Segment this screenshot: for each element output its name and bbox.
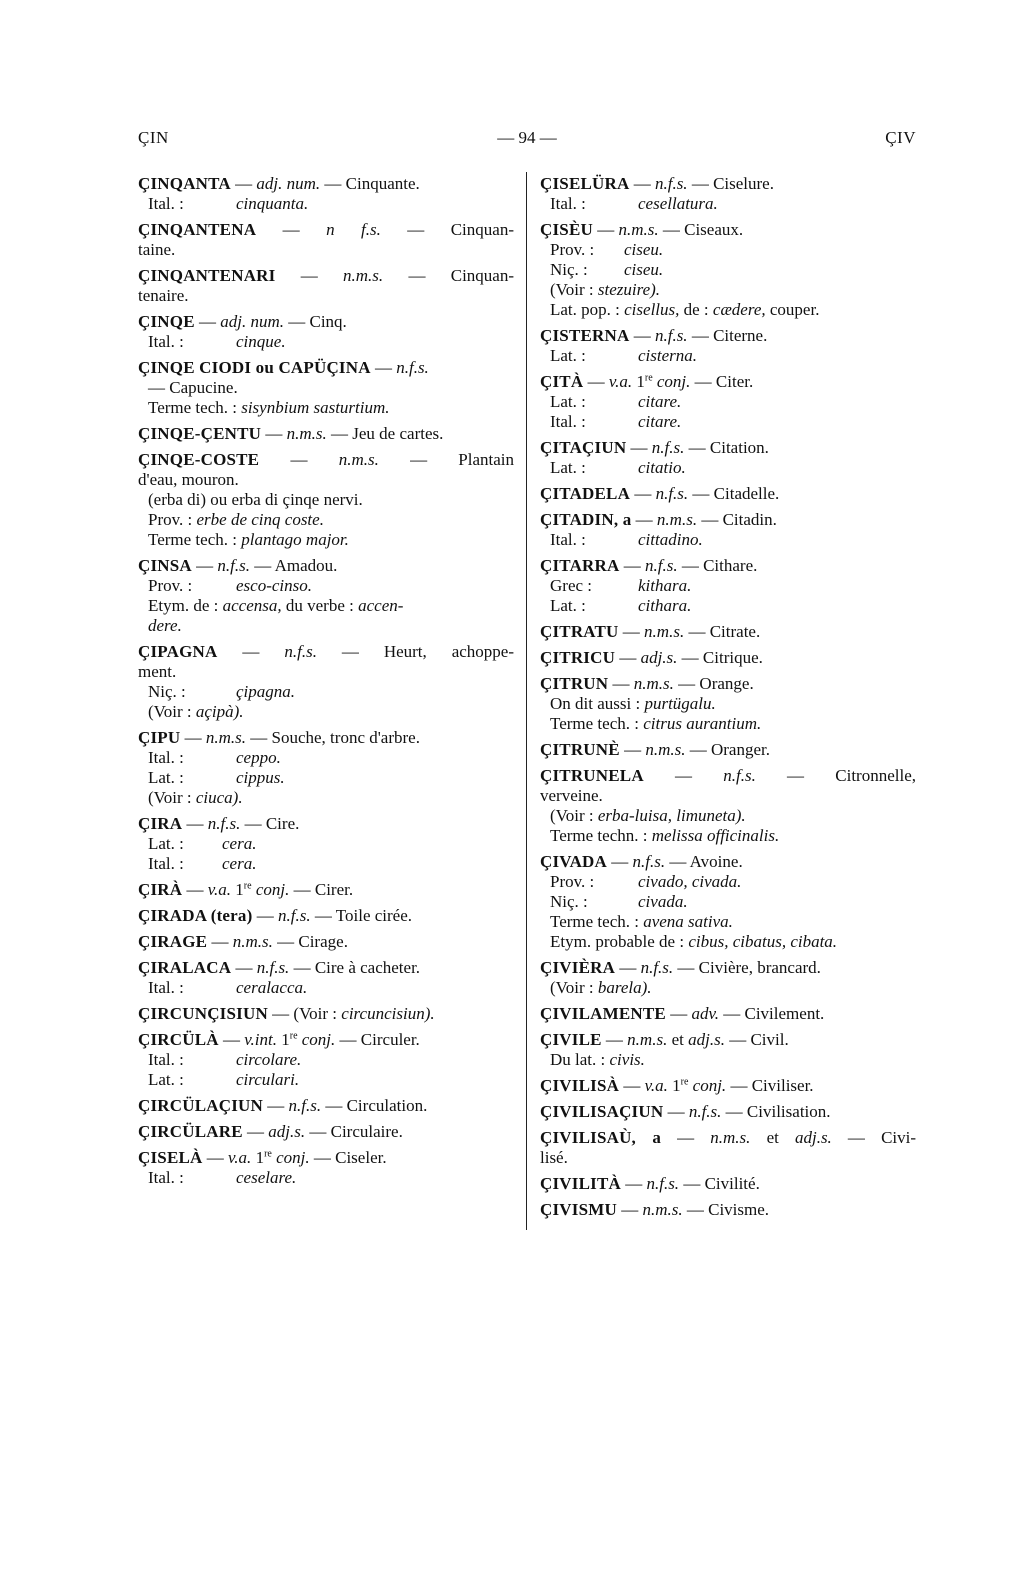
dictionary-entry: ÇINQE-COSTE — n.m.s. — Plantain d'eau, mouron. (erba di) ou erba di çinqe nervi. Prov. : erbe de cinq coste. Terme tech. : plantago major. (138, 450, 515, 549)
etym-value: erbe de cinq coste. (196, 510, 324, 529)
page-header (138, 128, 916, 156)
term-label: Terme tech. : (148, 530, 237, 549)
dictionary-entry: ÇIPU — n.m.s. — Souche, tronc d'arbre. Ital. : ceppo. Lat. : cippus. (Voir : ciuca). (138, 728, 420, 807)
etym-label: Ital. : (550, 412, 586, 431)
dictionary-entry: ÇINQANTA — adj. num. — Cinquante. Ital. : cinquanta. (138, 174, 420, 213)
headword: ÇIPAGNA (138, 642, 218, 661)
headword: ÇIRADA (tera) (138, 906, 253, 925)
etym-label: du verbe : (285, 596, 354, 615)
dictionary-entry: ÇITAÇIUN — n.f.s. — Citation. Lat. : citatio. (540, 438, 769, 477)
etym-value: cera. (222, 854, 257, 873)
etym-gloss: couper. (769, 300, 820, 319)
see-value: circuncisiun). (341, 1004, 435, 1023)
dictionary-entry: ÇINQE CIODI ou CAPÜÇINA — n.f.s. — Capucine. Terme tech. : sisynbium sasturtium. (138, 358, 514, 418)
headword: ÇINQANTA (138, 174, 231, 193)
etym-label: Ital. : (550, 530, 586, 549)
headword: ÇITRICU (540, 648, 616, 667)
conjugation-number: 1 (235, 880, 244, 899)
part-of-speech: n.m.s. (645, 740, 686, 759)
headword: ÇINQE CIODI ou CAPÜÇINA (138, 358, 371, 377)
part-of-speech: n.f.s. (655, 484, 689, 503)
part-of-speech: adv. (691, 1004, 719, 1023)
definition: Cinquan- (450, 220, 514, 239)
part-of-speech: n.m.s. (644, 622, 685, 641)
column-divider (526, 172, 527, 1230)
see-label: (Voir : (148, 702, 192, 721)
dictionary-entry: ÇITRATU — n.m.s. — Citrate. (540, 622, 761, 641)
part-of-speech: n.m.s. (343, 266, 384, 285)
term-label: Terme techn. : (550, 826, 648, 845)
etym-continued: dere. (148, 616, 182, 635)
conjugation-label: conj. (301, 1030, 336, 1049)
etym-label: Prov. : (550, 240, 595, 259)
see-label: (Voir : (293, 1004, 338, 1023)
headword: ÇIRCUNÇISIUN (138, 1004, 268, 1023)
definition: — Capucine. (148, 378, 238, 397)
etym-label: Prov. : (550, 872, 595, 891)
definition: Cire à cacheter. (314, 958, 421, 977)
headword: ÇIRAGE (138, 932, 208, 951)
running-head-right: ÇIV (885, 128, 916, 147)
headword: ÇITÀ (540, 372, 584, 391)
definition: Civilement. (744, 1004, 825, 1023)
definition: Civisme. (708, 1200, 770, 1219)
part-of-speech: n.f.s. (207, 814, 241, 833)
term-label: Terme tech. : (550, 912, 639, 931)
etym-value: cisellus, (624, 300, 680, 319)
part-of-speech: n.m.s. (710, 1128, 751, 1147)
part-of-speech: n f.s. (326, 220, 381, 239)
part-of-speech: n.f.s. (288, 1096, 322, 1115)
etym-value: cinque. (236, 332, 286, 351)
headword: ÇITAÇIUN (540, 438, 627, 457)
headword: ÇISÈU (540, 220, 593, 239)
etym-label: de : (683, 300, 709, 319)
definition-continued: tenaire. (138, 286, 189, 305)
dictionary-entry: ÇIRA — n.f.s. — Cire. Lat. : cera. Ital. : cera. (138, 814, 300, 873)
part-of-speech: n.f.s. (651, 438, 685, 457)
etym-label: Ital. : (148, 332, 184, 351)
definition: Plantain (458, 450, 515, 469)
part-of-speech: adj.s. (688, 1030, 725, 1049)
part-of-speech: n.f.s. (640, 958, 674, 977)
etym-label: Etym. de : (148, 596, 219, 615)
dictionary-entry: ÇISELÀ — v.a. 1re conj. — Ciseler. Ital. : ceselare. (138, 1148, 387, 1187)
etym-value: citare. (638, 412, 682, 431)
conjunction: et (671, 1030, 684, 1049)
headword: ÇINQANTENA (138, 220, 257, 239)
etym-label: Etym. probable de : (550, 932, 685, 951)
see-value: ciuca). (195, 788, 243, 807)
definition: Jeu de cartes. (352, 424, 444, 443)
page-number: — 94 — (497, 128, 557, 147)
part-of-speech: n.m.s. (618, 220, 659, 239)
dictionary-entry: ÇISÈU — n.m.s. — Ciseaux. Prov. : ciseu. Niç. : ciseu. (Voir : stezuire). Lat. pop. : cisellus, de : cædere, couper. (540, 220, 820, 319)
dictionary-entry: ÇISELÜRA — n.f.s. — Ciselure. Ital. : cesellatura. (540, 174, 774, 213)
headword: ÇINQE (138, 312, 195, 331)
definition: Cirer. (314, 880, 354, 899)
headword: ÇISELÜRA (540, 174, 630, 193)
conjunction: et (766, 1128, 779, 1147)
right-column (540, 174, 916, 1226)
etym-label: Ital. : (148, 748, 184, 767)
conjugation-label: conj. (692, 1076, 727, 1095)
definition: Citation. (709, 438, 769, 457)
definition: Citer. (715, 372, 754, 391)
ordinal-suffix: re (243, 880, 252, 892)
alt-value: purtügalu. (644, 694, 716, 713)
see-label: (Voir : (550, 978, 594, 997)
headword: ÇIRA (138, 814, 183, 833)
headword: ÇITADIN, a (540, 510, 632, 529)
ordinal-suffix: re (264, 1148, 272, 1160)
dictionary-entry: ÇITÀ — v.a. 1re conj. — Citer. Lat. : citare. Ital. : citare. (540, 372, 754, 431)
part-of-speech: n.f.s. (632, 852, 666, 871)
part-of-speech: n.f.s. (646, 1174, 680, 1193)
conjugation-label: conj. (656, 372, 691, 391)
part-of-speech: n.f.s. (396, 358, 429, 377)
term-value: sisynbium sasturtium. (241, 398, 390, 417)
dictionary-entry: ÇINQE — adj. num. — Cinq. Ital. : cinque. (138, 312, 347, 351)
part-of-speech: n.m.s. (656, 510, 698, 529)
part-of-speech: n.m.s. (627, 1030, 668, 1049)
dictionary-entry: ÇITADIN, a — n.m.s. — Citadin. Ital. : cittadino. (540, 510, 777, 549)
etym-value: cithara. (638, 596, 692, 615)
part-of-speech: adj. num. (256, 174, 321, 193)
headword: ÇINQE-COSTE (138, 450, 260, 469)
definition: Ciseaux. (684, 220, 744, 239)
part-of-speech: n.f.s. (256, 958, 290, 977)
see-label: (Voir : (148, 788, 192, 807)
headword: ÇITRUNELA (540, 766, 644, 785)
definition: Circulaire. (330, 1122, 403, 1141)
conjugation-number: 1 (636, 372, 645, 391)
dictionary-entry: ÇIVILISAÙ, a — n.m.s. et adj.s. — Civi- lisé. (540, 1128, 917, 1167)
dictionary-entry: ÇIVADA — n.f.s. — Avoine. Prov. : civado, civada. Niç. : civada. Terme tech. : avena sativa. Etym. probable de : cibus, cibatus, cibata. (540, 852, 838, 951)
part-of-speech: n.f.s. (217, 556, 250, 575)
definition: Cinquante. (345, 174, 420, 193)
dictionary-entry: ÇINSA — n.f.s. — Amadou. Prov. : esco-cinso. Etym. de : accensa, du verbe : accen- dere. (138, 556, 514, 636)
definition: Avoine. (689, 852, 743, 871)
dictionary-entry: ÇIRCÜLARE — adj.s. — Circulaire. (138, 1122, 403, 1141)
conjugation-label: conj. (255, 880, 290, 899)
definition: Civilité. (704, 1174, 760, 1193)
definition-continued: ment. (138, 662, 177, 681)
term-value: plantago major. (241, 530, 349, 549)
part-of-speech: n.m.s. (205, 728, 247, 747)
definition: Circulation. (346, 1096, 428, 1115)
dictionary-entry: ÇITADELA — n.f.s. — Citadelle. (540, 484, 780, 503)
headword: ÇIVILISAÙ, a (540, 1128, 662, 1147)
term-value: citrus aurantium. (643, 714, 762, 733)
headword: ÇIVIÈRA (540, 958, 616, 977)
headword: ÇITRUN (540, 674, 609, 693)
etym-label: Lat. : (550, 346, 586, 365)
see-label: (Voir : (550, 280, 594, 299)
headword: ÇIVADA (540, 852, 608, 871)
dictionary-entry: ÇIVIÈRA — n.f.s. — Civière, brancard. (Voir : barela). (540, 958, 821, 997)
etym-value: cædere, (712, 300, 766, 319)
headword: ÇIRCÜLAÇIUN (138, 1096, 263, 1115)
see-value: stezuire). (597, 280, 661, 299)
definition: Citrique. (702, 648, 763, 667)
running-head-left: ÇIN (138, 128, 169, 147)
etym-label: Ital. : (550, 194, 586, 213)
etym-value: ceralacca. (236, 978, 308, 997)
etym-label: Ital. : (148, 1050, 184, 1069)
etym-label: Lat. : (550, 458, 586, 477)
etym-value: cibus, cibatus, cibata. (688, 932, 838, 951)
part-of-speech: n.f.s. (723, 766, 756, 785)
dictionary-entry: ÇINQANTENARI — n.m.s. — Cinquan- tenaire. (138, 266, 515, 305)
part-of-speech: v.a. (608, 372, 633, 391)
etym-value: accensa, (222, 596, 282, 615)
definition: Cirage. (298, 932, 348, 951)
definition: Amadou. (274, 556, 338, 575)
etym-value: circolare. (236, 1050, 302, 1069)
term-value: avena sativa. (643, 912, 733, 931)
etym-label: Lat. pop. : (550, 300, 620, 319)
part-of-speech: n.m.s. (232, 932, 273, 951)
dictionary-entry: ÇIVILISAÇIUN — n.f.s. — Civilisation. (540, 1102, 831, 1121)
see-value: açipà). (195, 702, 244, 721)
etym-value: accen- (358, 596, 404, 615)
etym-value: cinquanta. (236, 194, 309, 213)
definition: Orange. (699, 674, 754, 693)
etym-label: Ital. : (148, 978, 184, 997)
etym-value: ceselare. (236, 1168, 297, 1187)
definition: Cinq. (309, 312, 347, 331)
etym-value: cera. (222, 834, 257, 853)
etym-value: ciseu. (624, 260, 664, 279)
definition: Ciseler. (335, 1148, 387, 1167)
definition: Civi- (881, 1128, 917, 1147)
ordinal-suffix: re (644, 372, 653, 384)
etym-value: circulari. (236, 1070, 300, 1089)
part-of-speech: n.f.s. (284, 642, 317, 661)
dictionary-entry: ÇISTERNA — n.f.s. — Citerne. Lat. : cisterna. (540, 326, 768, 365)
term-value: melissa officinalis. (651, 826, 780, 845)
headword: ÇISELÀ (138, 1148, 203, 1167)
definition: Civilisation. (746, 1102, 831, 1121)
etym-label: Lat. : (550, 596, 586, 615)
part-of-speech: v.a. (644, 1076, 668, 1095)
part-of-speech: v.a. (207, 880, 232, 899)
headword: ÇIPU (138, 728, 181, 747)
definition: Citrate. (709, 622, 761, 641)
term-label: Terme tech. : (550, 714, 639, 733)
part-of-speech: v.int. (244, 1030, 277, 1049)
see-label: (Voir : (550, 806, 594, 825)
headword: ÇIVILISAÇIUN (540, 1102, 664, 1121)
etym-value: esco-cinso. (236, 576, 313, 595)
etym-value: ciseu. (624, 240, 664, 259)
part-of-speech: n.f.s. (644, 556, 678, 575)
headword: ÇINSA (138, 556, 192, 575)
etym-label: Niç. : (550, 892, 588, 911)
etym-value: ceppo. (236, 748, 281, 767)
definition: Souche, tronc d'arbre. (271, 728, 420, 747)
headword: ÇISTERNA (540, 326, 630, 345)
etym-value: cittadino. (638, 530, 703, 549)
dictionary-entry: ÇINQE-ÇENTU — n.m.s. — Jeu de cartes. (138, 424, 444, 443)
definition: Civil. (750, 1030, 789, 1049)
definition: Citronnelle, (835, 766, 916, 785)
definition: Citerne. (713, 326, 768, 345)
definition: Citadin. (722, 510, 777, 529)
etym-label: Lat. : (148, 834, 184, 853)
etym-label: Niç. : (148, 682, 186, 701)
etym-label: Grec : (550, 576, 593, 595)
alt-label: On dit aussi : (550, 694, 641, 713)
definition-continued: lisé. (540, 1148, 568, 1167)
etym-label: Lat. : (148, 1070, 184, 1089)
headword: ÇIVILISÀ (540, 1076, 620, 1095)
dictionary-entry: ÇITRUN — n.m.s. — Orange. On dit aussi : purtügalu. Terme tech. : citrus aurantium. (540, 674, 762, 733)
headword: ÇIVILAMENTE (540, 1004, 666, 1023)
dictionary-entry: ÇIVISMU — n.m.s. — Civisme. (540, 1200, 770, 1219)
part-of-speech: adj. num. (220, 312, 284, 331)
etym-value: kithara. (638, 576, 692, 595)
see-value: limuneta). (676, 806, 746, 825)
etym-label: Ital. : (148, 194, 184, 213)
definition: Civière, brancard. (698, 958, 821, 977)
etym-label: Prov. : (148, 510, 193, 529)
definition: Civiliser. (751, 1076, 814, 1095)
definition-continued: d'eau, mouron. (138, 470, 239, 489)
definition: Ciselure. (713, 174, 774, 193)
etym-value: çipagna. (236, 682, 296, 701)
headword: ÇIVISMU (540, 1200, 617, 1219)
dictionary-entry: ÇIVILITÀ — n.f.s. — Civilité. (540, 1174, 760, 1193)
ordinal-suffix: re (680, 1076, 689, 1088)
part-of-speech: n.m.s. (286, 424, 327, 443)
etym-value: citare. (638, 392, 682, 411)
part-of-speech: n.m.s. (338, 450, 379, 469)
headword: ÇIVILITÀ (540, 1174, 621, 1193)
conjugation-number: 1 (281, 1030, 290, 1049)
part-of-speech: n.f.s. (278, 906, 311, 925)
headword: ÇINQE-ÇENTU (138, 424, 262, 443)
definition-continued: verveine. (540, 786, 603, 805)
etym-label: Lat. : (550, 392, 586, 411)
part-of-speech: adj.s. (640, 648, 678, 667)
headword: ÇINQANTENARI (138, 266, 276, 285)
dictionary-entry: ÇITARRA — n.f.s. — Cithare. Grec : kithara. Lat. : cithara. (540, 556, 758, 615)
part-of-speech: n.f.s. (688, 1102, 722, 1121)
headword: ÇIRÀ (138, 880, 183, 899)
dictionary-entry: ÇIVILE — n.m.s. et adj.s. — Civil. Du lat. : civis. (540, 1030, 789, 1069)
dictionary-entry: ÇITRUNÈ — n.m.s. — Oranger. (540, 740, 770, 759)
headword: ÇIVILE (540, 1030, 602, 1049)
part-of-speech: n.m.s. (633, 674, 674, 693)
dictionary-entry: ÇIVILAMENTE — adv. — Civilement. (540, 1004, 825, 1023)
part-of-speech: adj.s. (268, 1122, 306, 1141)
definition: Cire. (265, 814, 300, 833)
definition: Cithare. (703, 556, 758, 575)
variant: (erba di) ou erba di çinqe nervi. (148, 490, 363, 509)
dictionary-entry: ÇIRCUNÇISIUN — (Voir : circuncisiun). (138, 1004, 435, 1023)
dictionary-entry: ÇITRUNELA — n.f.s. — Citronnelle, verveine. (Voir : erba-luisa, limuneta). Terme techn. : melissa officinalis. (540, 766, 916, 845)
definition: Circuler. (360, 1030, 420, 1049)
definition: Cinquan- (450, 266, 515, 285)
dictionary-entry: ÇIPAGNA — n.f.s. — Heurt, achoppe- ment. Niç. : çipagna. (Voir : açipà). (138, 642, 515, 721)
etym-label: Du lat. : (550, 1050, 606, 1069)
headword: ÇIRCÜLÀ (138, 1030, 219, 1049)
ordinal-suffix: re (289, 1030, 298, 1042)
headword: ÇITADELA (540, 484, 631, 503)
etym-label: Ital. : (148, 1168, 184, 1187)
etym-value: civada. (638, 892, 688, 911)
definition-continued: taine. (138, 240, 176, 259)
part-of-speech: n.m.s. (642, 1200, 683, 1219)
headword: ÇITRUNÈ (540, 740, 620, 759)
etym-label: Ital. : (148, 854, 184, 873)
headword: ÇIRALACA (138, 958, 232, 977)
left-column (138, 174, 514, 1194)
etym-value: citatio. (638, 458, 686, 477)
definition: Citadelle. (713, 484, 780, 503)
headword: ÇITARRA (540, 556, 620, 575)
conjugation-label: conj. (276, 1148, 310, 1167)
dictionary-entry: ÇIVILISÀ — v.a. 1re conj. — Civiliser. (540, 1076, 814, 1095)
etym-value: cesellatura. (638, 194, 718, 213)
conjugation-number: 1 (672, 1076, 681, 1095)
part-of-speech: n.f.s. (654, 174, 688, 193)
etym-label: Prov. : (148, 576, 193, 595)
part-of-speech: adj.s. (794, 1128, 832, 1147)
dictionary-entry: ÇITRICU — adj.s. — Citrique. (540, 648, 763, 667)
dictionary-entry: ÇIRALACA — n.f.s. — Cire à cacheter. Ital. : ceralacca. (138, 958, 421, 997)
part-of-speech: n.f.s. (654, 326, 688, 345)
dictionary-entry: ÇIRÀ — v.a. 1re conj. — Cirer. (138, 880, 354, 899)
dictionary-entry: ÇINQANTENA — n f.s. — Cinquan- taine. (138, 220, 514, 259)
definition: Heurt, achoppe- (383, 642, 515, 661)
headword: ÇITRATU (540, 622, 619, 641)
see-value: erba-luisa, (597, 806, 672, 825)
term-label: Terme tech. : (148, 398, 237, 417)
definition: Toile cirée. (335, 906, 413, 925)
dictionary-entry: ÇIRCÜLAÇIUN — n.f.s. — Circulation. (138, 1096, 428, 1115)
dictionary-entry: ÇIRAGE — n.m.s. — Cirage. (138, 932, 348, 951)
definition: Oranger. (710, 740, 770, 759)
conjugation-number: 1 (255, 1148, 265, 1167)
dictionary-entry: ÇIRADA (tera) — n.f.s. — Toile cirée. (138, 906, 413, 925)
etym-value: cippus. (236, 768, 285, 787)
etym-label: Niç. : (550, 260, 588, 279)
etym-value: civado, civada. (638, 872, 742, 891)
dictionary-entry: ÇIRCÜLÀ — v.int. 1re conj. — Circuler. Ital. : circolare. Lat. : circulari. (138, 1030, 420, 1089)
etym-value: civis. (609, 1050, 645, 1069)
part-of-speech: v.a. (228, 1148, 252, 1167)
headword: ÇIRCÜLARE (138, 1122, 243, 1141)
etym-label: Lat. : (148, 768, 184, 787)
see-value: barela). (597, 978, 652, 997)
etym-value: cisterna. (638, 346, 698, 365)
